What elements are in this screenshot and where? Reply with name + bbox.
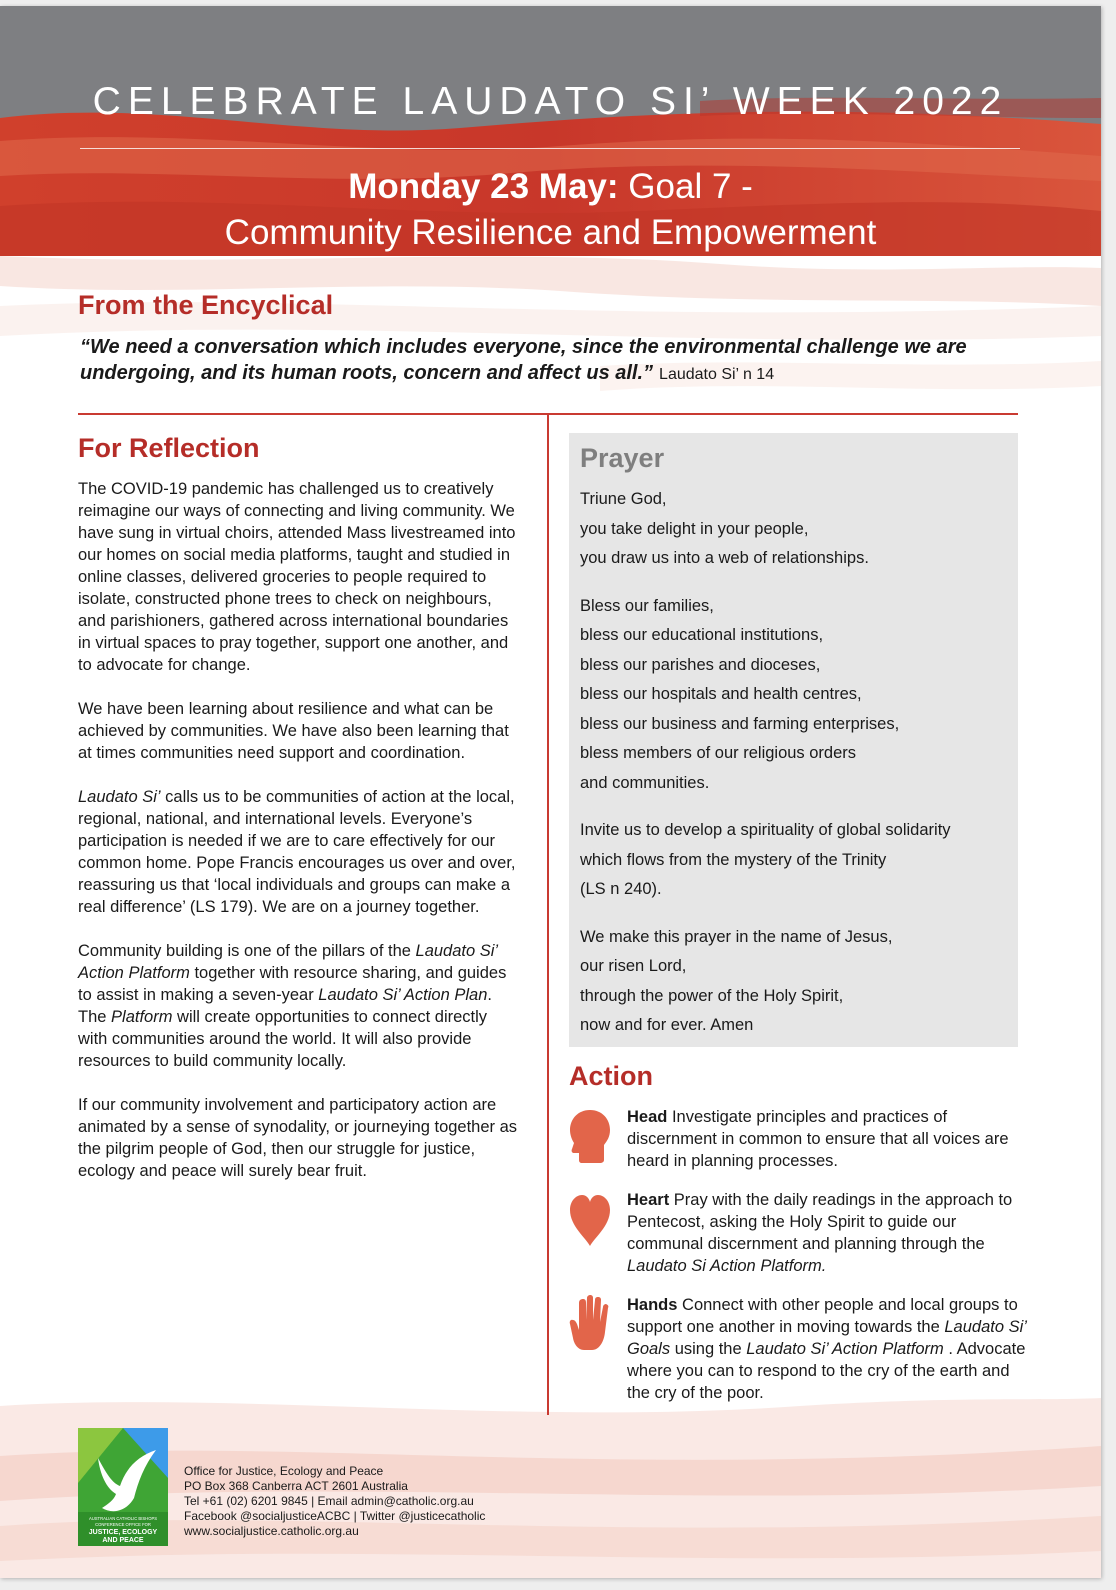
reflection-heading: For Reflection	[78, 433, 260, 463]
action-hands-label: Hands	[627, 1296, 678, 1314]
paragraph-4-text-a: Community building is one of the pillars of the	[78, 942, 416, 960]
prayer-line: through the power of the Holy Spirit,	[580, 986, 844, 1005]
encyclical-quote	[80, 334, 1040, 388]
logo-text-4: AND PEACE	[102, 1537, 144, 1544]
logo-text-3: JUSTICE, ECOLOGY	[88, 1529, 158, 1536]
paragraph-4-text-b: together with resource sharing, and guides to assist in making a seven-year	[78, 964, 507, 1004]
prayer-line: you draw us into a web of relationships.	[580, 549, 869, 567]
prayer-line: you take delight in your people,	[580, 519, 809, 538]
footer-phone-email[interactable]: Tel +61 (02) 6201 9845 | Email admin@catholic.org.au	[184, 1494, 474, 1508]
page-subtitle	[0, 164, 1101, 256]
prayer-line: We make this prayer in the name of Jesus,	[580, 927, 893, 946]
quote-text: “We need a conversation which includes everyone, since the environmental challenge we are undergoing, and its human roots, concern and affect us all.”	[80, 336, 967, 384]
footer-office: Office for Justice, Ecology and Peace	[184, 1464, 384, 1478]
subtitle-date: Monday 23 May:	[348, 167, 619, 206]
action-hands-text-a: Connect with other people and local groups to support one another in moving towards the	[627, 1296, 1018, 1336]
action-head-text: Investigate principles and practices of discernment in common to ensure that all voices are heard in planning processes.	[627, 1108, 1009, 1170]
heart-icon	[568, 1192, 612, 1248]
head-icon	[568, 1108, 612, 1164]
reflection-paragraph-3	[78, 786, 518, 918]
paragraph-4-text-c: . The	[78, 986, 492, 1026]
prayer-line: Bless our families,	[580, 596, 714, 615]
logo-text-1: AUSTRALIAN CATHOLIC BISHOPS	[88, 1516, 158, 1521]
prayer-body	[580, 485, 1010, 1059]
hand-icon	[568, 1294, 616, 1352]
prayer-line: bless our parishes and dioceses,	[580, 655, 821, 674]
prayer-line: and communities.	[580, 773, 710, 792]
prayer-line: now and for ever. Amen	[580, 1016, 754, 1034]
action-hands-italic-1: Laudato Si’ Goals	[627, 1318, 1027, 1358]
action-head	[627, 1106, 1027, 1172]
prayer-line: which flows from the mystery of the Trinity	[580, 850, 887, 869]
prayer-box	[569, 433, 1018, 1047]
action-hands-text-b: using the	[670, 1340, 747, 1358]
quote-source: Laudato Si’ n 14	[659, 366, 775, 383]
prayer-heading: Prayer	[580, 443, 665, 473]
dove-logo	[78, 1428, 168, 1546]
prayer-stanza	[580, 485, 1010, 574]
reflection-body	[78, 478, 518, 1204]
prayer-line: bless our business and farming enterprises,	[580, 714, 900, 733]
footer-address: PO Box 368 Canberra ACT 2601 Australia	[184, 1479, 408, 1493]
action-hands	[627, 1294, 1027, 1404]
header-divider	[80, 148, 1020, 149]
action-heart-label: Heart	[627, 1191, 670, 1209]
subtitle-goal-name: Community Resilience and Empowerment	[224, 213, 877, 252]
logo-text-2: CONFERENCE OFFICE FOR	[95, 1522, 151, 1527]
prayer-line: our risen Lord,	[580, 957, 687, 975]
action-heading: Action	[569, 1061, 653, 1091]
footer-website[interactable]: www.socialjustice.catholic.org.au	[184, 1524, 359, 1538]
prayer-line: (LS n 240).	[580, 880, 662, 898]
prayer-stanza	[580, 923, 1010, 1041]
reflection-paragraph-2: We have been learning about resilience and what can be achieved by communities. We have also been learning that at times communities need support and coordination.	[78, 700, 509, 762]
platform-italic: Platform	[111, 1008, 173, 1026]
footer-contact	[184, 1464, 604, 1539]
action-head-label: Head	[627, 1108, 668, 1126]
prayer-stanza	[580, 816, 1010, 905]
paragraph-4-text-d: will create opportunities to connect directly with communities around the world. It will also provide resources to build community locally.	[78, 1008, 488, 1070]
prayer-line: Triune God,	[580, 490, 667, 508]
page-title: CELEBRATE LAUDATO SI’ WEEK 2022	[92, 80, 1009, 123]
prayer-stanza	[580, 592, 1010, 799]
action-heart	[627, 1189, 1027, 1277]
action-hands-italic-2: Laudato Si’ Action Platform	[746, 1340, 944, 1358]
footer-social[interactable]: Facebook @socialjusticeACBC | Twitter @justicecatholic	[184, 1509, 486, 1523]
prayer-line: bless our hospitals and health centres,	[580, 685, 862, 703]
laudato-si-italic: Laudato Si’	[78, 788, 161, 806]
action-plan-italic: Laudato Si’ Action Plan	[318, 986, 488, 1004]
reflection-paragraph-1: The COVID-19 pandemic has challenged us to creatively reimagine our ways of connecting and living community. We have sung in virtual choirs, attended Mass livestreamed into our homes on social media platforms, taught and studied in online classes, delivered groceries to people required to isolate, constructed phone trees to check on neighbours, and parishioners, gathered across international boundaries in virtual spaces to pray together, support one another, and to advocate for change.	[78, 480, 516, 674]
paragraph-3-text: calls us to be communities of action at the local, regional, national, and international levels. Everyone’s participation is needed if we are to care effectively for our common home. Pope Francis encourages us over and over, reassuring us that ‘local individuals and groups can make a real difference’ (LS 179). We are on a journey together.	[78, 788, 516, 916]
prayer-line: Invite us to develop a spirituality of global solidarity	[580, 821, 951, 839]
document-page	[0, 6, 1101, 1578]
reflection-paragraph-4	[78, 940, 518, 1072]
subtitle-goal: Goal 7 -	[618, 167, 753, 206]
action-heart-text: Pray with the daily readings in the approach to Pentecost, asking the Holy Spirit to guide our communal discernment and planning through the	[627, 1191, 1013, 1253]
action-heart-italic: Laudato Si Action Platform.	[627, 1257, 827, 1275]
prayer-line: bless our educational institutions,	[580, 626, 824, 644]
encyclical-heading: From the Encyclical	[78, 290, 334, 320]
reflection-paragraph-5: If our community involvement and participatory action are animated by a sense of synodality, or journeying together as the pilgrim people of God, then our struggle for justice, ecology and peace will surely bear fruit.	[78, 1096, 518, 1180]
action-hands-text-c: . Advocate where you can to respond to the cry of the earth and the cry of the poor.	[627, 1340, 1026, 1402]
prayer-line: bless members of our religious orders	[580, 744, 857, 762]
action-platform-italic: Laudato Si’ Action Platform	[78, 942, 498, 982]
column-divider	[547, 415, 549, 1415]
